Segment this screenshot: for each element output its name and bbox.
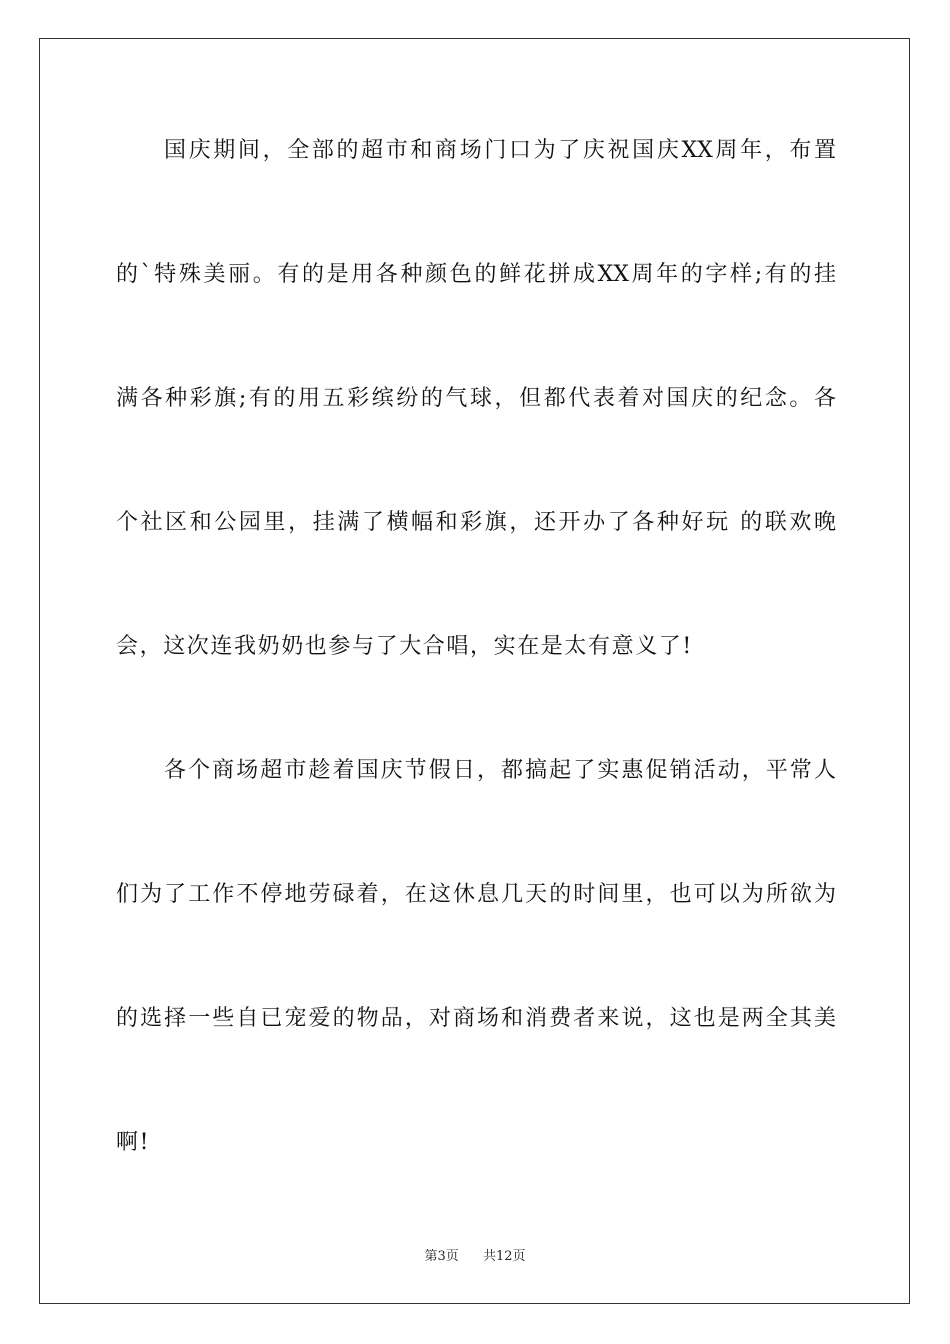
paragraph-line: 的`特殊美丽。有的是用各种颜色的鲜花拼成XX周年的字样;有的挂 (116, 262, 836, 287)
paragraph-line: 国庆期间，全部的超市和商场门口为了庆祝国庆XX周年，布置 (164, 138, 836, 163)
total-pages: 共12页 (483, 1249, 526, 1264)
paragraph-line: 各个商场超市趁着国庆节假日，都搞起了实惠促销活动，平常人 (164, 758, 836, 783)
page-number: 第3页 (424, 1249, 459, 1264)
page-footer (0, 1248, 950, 1266)
paragraph-line: 个社区和公园里，挂满了横幅和彩旗，还开办了各种好玩 的联欢晚 (116, 510, 836, 535)
page-border (39, 38, 910, 1304)
paragraph-line: 啊! (116, 1130, 151, 1155)
paragraph-line: 的选择一些自已宠爱的物品，对商场和消费者来说，这也是两全其美 (116, 1006, 836, 1031)
paragraph-line: 会，这次连我奶奶也参与了大合唱，实在是太有意义了! (116, 634, 693, 659)
paragraph-line: 满各种彩旗;有的用五彩缤纷的气球，但都代表着对国庆的纪念。各 (116, 386, 836, 411)
paragraph-line: 们为了工作不停地劳碌着，在这休息几天的时间里，也可以为所欲为 (116, 882, 836, 907)
